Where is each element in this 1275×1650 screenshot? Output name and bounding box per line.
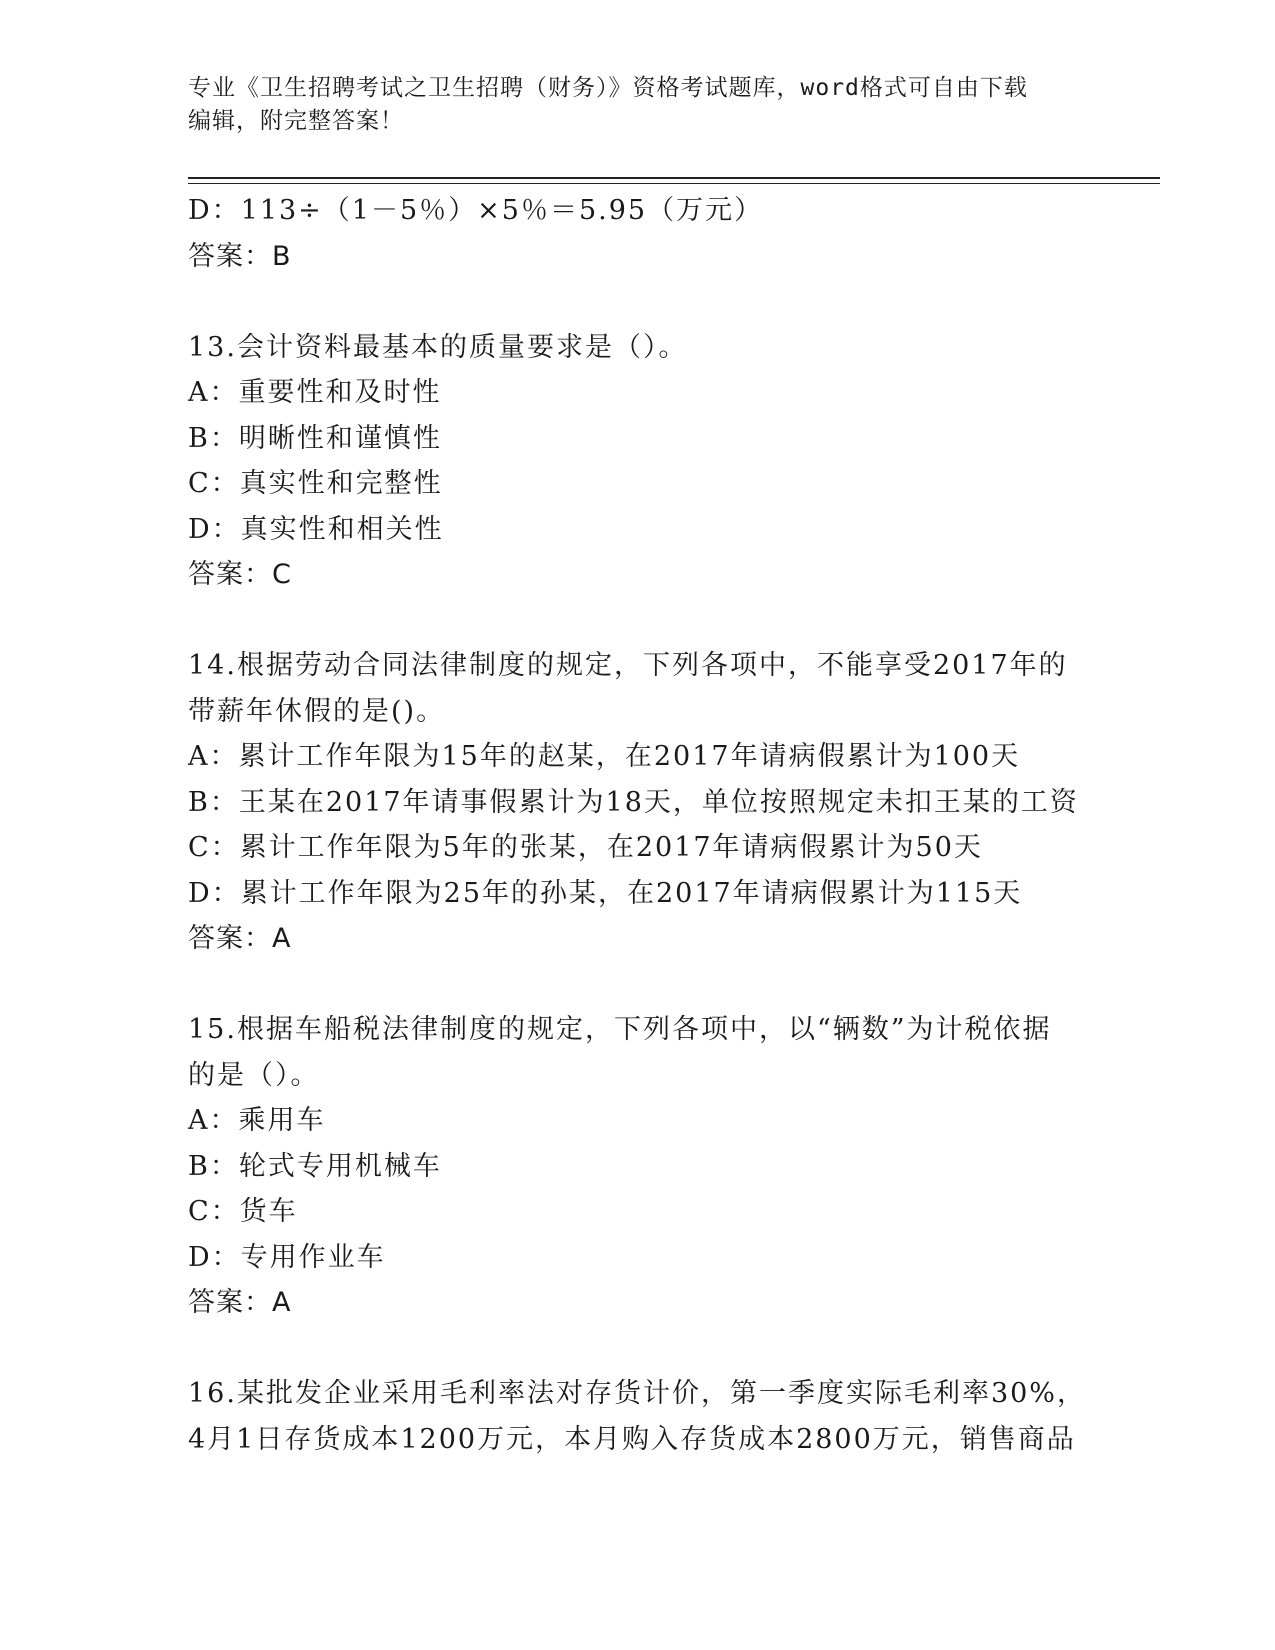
question-stem: 14.根据劳动合同法律制度的规定，下列各项中，不能享受2017年的 [188,650,1068,681]
prev-option-d: D：113÷（1－5％）×5％＝5.95（万元） [188,195,764,226]
header-line-2: 编辑，附完整答案！ [188,108,404,134]
header-divider-thin [188,183,1160,184]
option-d: D：专用作业车 [188,1241,386,1273]
answer: 答案：A [188,1287,292,1318]
question-16 [188,1371,1088,1462]
option-a: A：重要性和及时性 [188,377,442,408]
question-stem: 13.会计资料最基本的质量要求是（）。 [188,331,688,363]
question-15 [188,1007,1088,1326]
header-divider-thick [188,177,1160,179]
option-a: A：乘用车 [188,1105,326,1136]
option-b: B：明晰性和谨慎性 [188,422,442,454]
question-stem-cont: 带薪年休假的是()。 [188,695,446,727]
question-stem-cont: 4月1日存货成本1200万元，本月购入存货成本2800万元，销售商品 [188,1423,1076,1455]
question-14 [188,643,1088,962]
option-a: A：累计工作年限为15年的赵某，在2017年请病假累计为100天 [188,741,1021,772]
question-stem-cont: 的是（）。 [188,1059,320,1091]
header-line-1: 专业《卫生招聘考试之卫生招聘（财务）》资格考试题库，word格式可自由下载 [188,75,1028,101]
question-13 [188,325,1088,598]
question-stem: 16.某批发企业采用毛利率法对存货计价，第一季度实际毛利率30%， [188,1378,1086,1409]
option-c: C：累计工作年限为5年的张某，在2017年请病假累计为50天 [188,832,983,863]
prev-answer: 答案：B [188,240,292,272]
option-c: C：货车 [188,1196,298,1227]
option-d: D：累计工作年限为25年的孙某，在2017年请病假累计为115天 [188,877,1023,909]
option-b: B：轮式专用机械车 [188,1150,442,1182]
question-stem: 15.根据车船税法律制度的规定，下列各项中，以“辆数”为计税依据 [188,1014,1052,1045]
option-d: D：真实性和相关性 [188,513,444,545]
option-c: C：真实性和完整性 [188,468,443,499]
document-header [188,72,1088,138]
document-body [188,188,1088,1462]
answer: 答案：C [188,559,292,590]
option-b: B：王某在2017年请事假累计为18天，单位按照规定未扣王某的工资 [188,786,1079,818]
answer: 答案：A [188,923,292,954]
